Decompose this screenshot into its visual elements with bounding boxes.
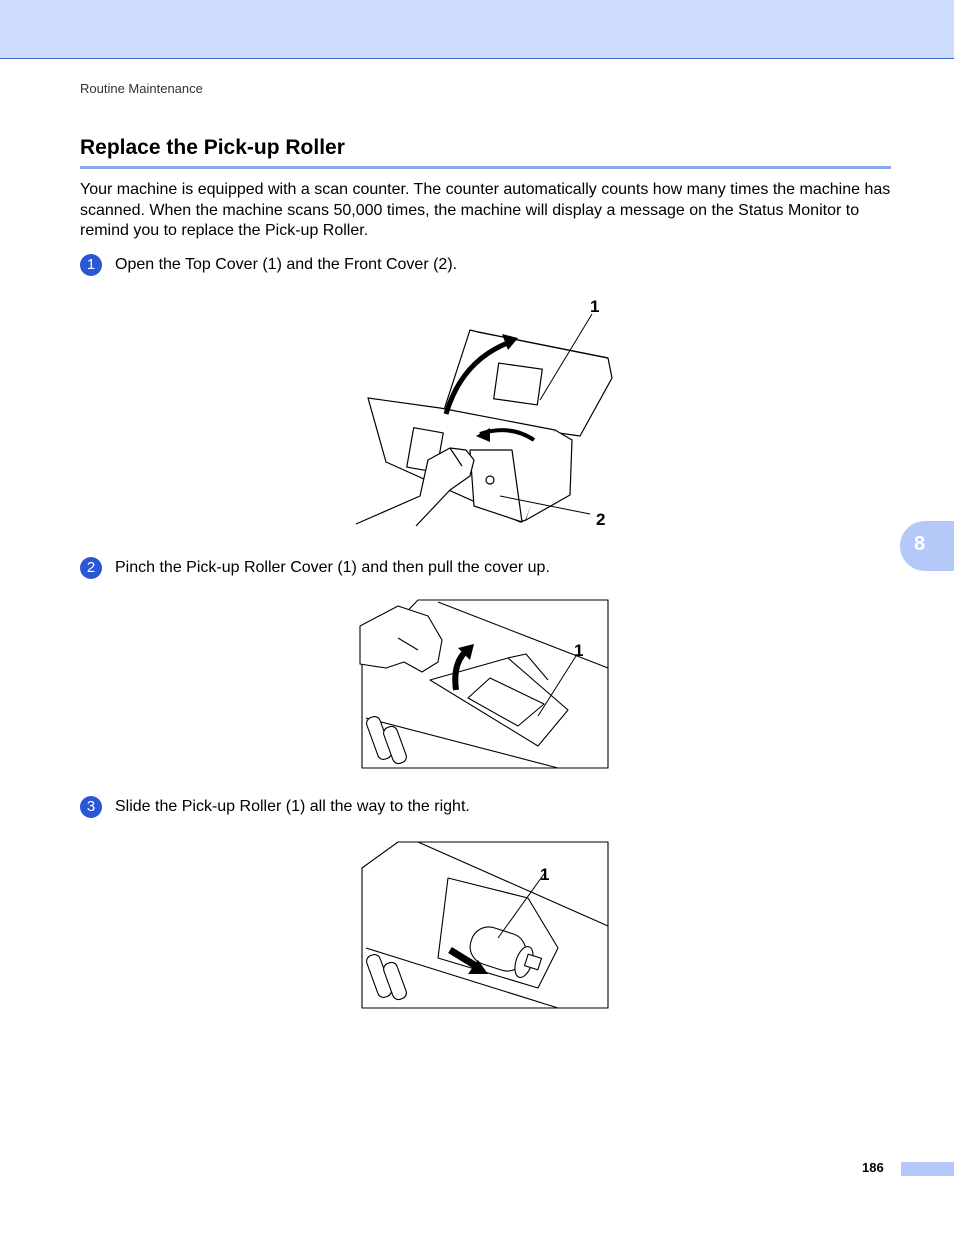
- intro-paragraph: Your machine is equipped with a scan counter. The counter automatically counts how many times the machine has scanned. When the machine scans 50,000 times, the machine will display a message on the Status Monitor to remind you to replace the Pick-up Roller.: [80, 181, 891, 239]
- chapter-number: 8: [914, 533, 926, 555]
- section-title: Replace the Pick-up Roller: [80, 136, 345, 159]
- step-2: [80, 557, 550, 579]
- figure-pinch-cover: [358, 598, 614, 770]
- step-text: Slide the Pick-up Roller (1) all the way to the right.: [115, 798, 470, 815]
- scanner-open-covers-illustration: [350, 290, 620, 532]
- callout-1: 1: [574, 641, 584, 660]
- page-number: 186: [862, 1160, 884, 1175]
- figure-slide-roller: [358, 838, 614, 1010]
- slide-roller-illustration: [358, 838, 614, 1010]
- callout-1: 1: [540, 865, 550, 884]
- step-text: Pinch the Pick-up Roller Cover (1) and then pull the cover up.: [115, 559, 550, 576]
- callout-1: 1: [590, 297, 600, 316]
- chapter-tab: [900, 521, 954, 571]
- step-number-badge: 1: [80, 254, 102, 276]
- header-band: [0, 0, 954, 59]
- step-number-badge: 2: [80, 557, 102, 579]
- pinch-cover-illustration: [358, 598, 614, 770]
- callout-2: 2: [596, 510, 606, 529]
- step-text: Open the Top Cover (1) and the Front Cover (2).: [115, 256, 458, 273]
- page-number-tab: [901, 1162, 954, 1176]
- running-head: Routine Maintenance: [80, 81, 203, 96]
- title-rule: [80, 166, 891, 169]
- figure-open-covers: [350, 290, 620, 532]
- step-3: [80, 796, 470, 818]
- step-1: [80, 254, 457, 276]
- step-number-badge: 3: [80, 796, 102, 818]
